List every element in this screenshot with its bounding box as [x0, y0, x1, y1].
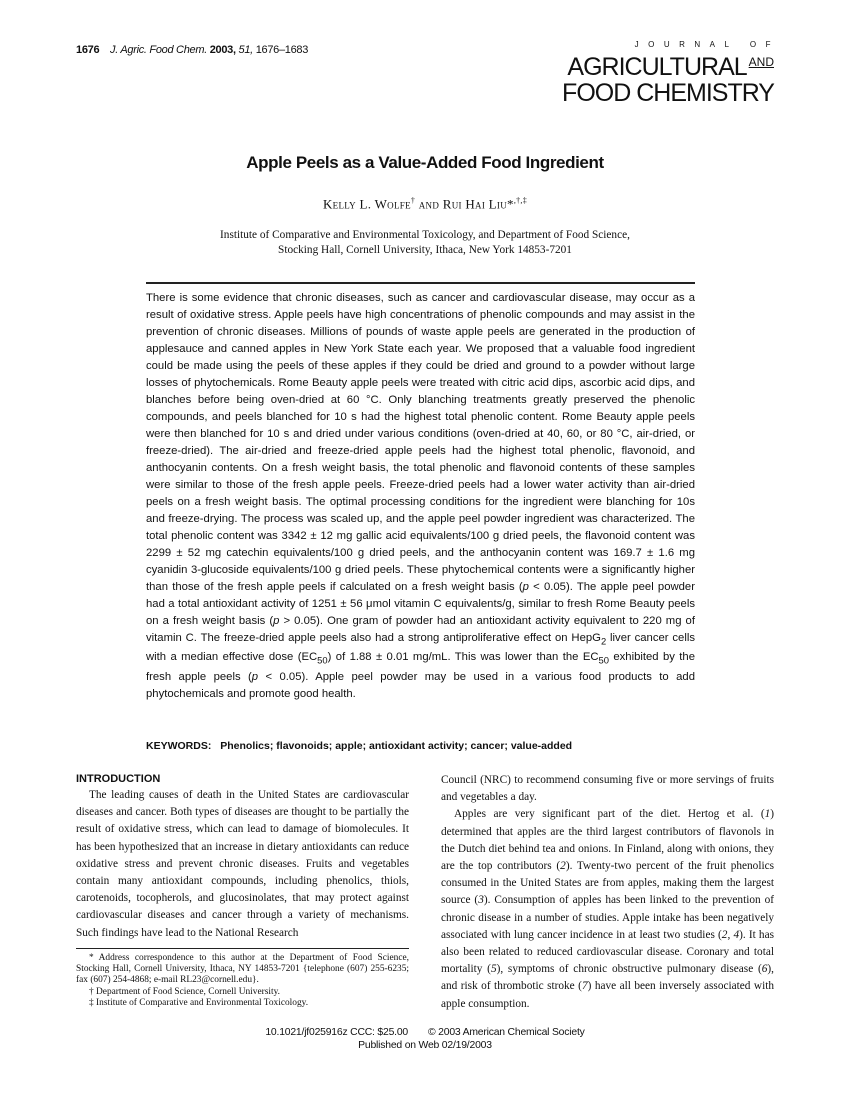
- keywords-list: Phenolics; flavonoids; apple; antioxidant activity; cancer; value-added: [220, 740, 573, 752]
- affiliation-line-2: Stocking Hall, Cornell University, Ithaca, New York 14853-7201: [278, 244, 572, 256]
- intro-heading: INTRODUCTION: [76, 773, 161, 785]
- keywords-label: KEYWORDS:: [146, 740, 212, 752]
- footer-copyright: © 2003 American Chemical Society: [428, 1027, 585, 1038]
- intro-paragraph-1: The leading causes of death in the United States are cardiovascular diseases and cancer. Both types of diseases are thought to be partially the result of oxidative stress, which can lead to damage of biomolecules. It has been hypothesized that an increase in dietary antioxidants can reduce oxidative stress and prevent chronic diseases. Fruits and vegetables contain many antioxidant compounds, including phenolics, thiols, carotenoids, tocopherols, and glucosinolates, that may protect against cardiovascular diseases and cancer through a variety of mechanisms. Such findings have lead to the National Research: [76, 789, 409, 939]
- citation-volume: 51,: [238, 44, 253, 56]
- citation-year: 2003,: [209, 44, 236, 56]
- article-title: Apple Peels as a Value-Added Food Ingredient: [246, 153, 604, 172]
- column-left: [76, 772, 409, 1009]
- author-line: [0, 196, 850, 212]
- author-liu-mark: ,†,‡: [513, 196, 528, 205]
- page-footer: [0, 1026, 850, 1052]
- journal-logo: [534, 40, 780, 107]
- footnotes: [76, 953, 409, 1009]
- author-liu: Rui Hai Liu*: [442, 196, 514, 212]
- citation-pages: 1676–1683: [255, 44, 309, 56]
- affiliation-line-1: Institute of Comparative and Environmental Toxicology, and Department of Food Science,: [220, 229, 630, 241]
- footer-doi: 10.1021/jf025916z CCC: $25.00: [265, 1027, 409, 1038]
- logo-food-chemistry: FOOD CHEMISTRY: [562, 79, 774, 107]
- intro-paragraph-1-continued: Council (NRC) to recommend consuming five or more servings of fruits and vegetables a day.: [441, 774, 774, 804]
- footnote-dagger: † Department of Food Science, Cornell University.: [89, 986, 281, 997]
- affiliation: [150, 228, 700, 258]
- footer-published: Published on Web 02/19/2003: [358, 1040, 492, 1051]
- author-wolfe: Kelly L. Wolfe: [322, 196, 411, 212]
- author-and: and: [418, 196, 440, 212]
- author-wolfe-mark: †: [410, 196, 416, 205]
- journal-abbrev: J. Agric. Food Chem.: [110, 44, 207, 56]
- logo-journal-of: JOURNAL OF: [634, 40, 780, 49]
- page-number: 1676: [76, 44, 100, 56]
- abstract: There is some evidence that chronic diseases, such as cancer and cardiovascular disease, may occur as a result of oxidative stress. Apple peels have high concentrations of phenolic compounds and may assist in the prevention of chronic diseases. Millions of pounds of waste apple peels are generated in the production of applesauce and canned apples in New York State each year. We proposed that a valuable food ingredient could be made using the peels of these apples if they could be dried and ground to a powder without large losses of phytochemicals. Rome Beauty apple peels were treated with citric acid dips, ascorbic acid dips, and blanches before being oven-dried at 60 °C. Only blanching treatments greatly preserved the phenolic compounds, and peels blanched for 10 s had the highest total phenolic content. Rome Beauty apple peels were then blanched for 10 s and dried under various conditions (oven-dried at 40, 60, or 80 °C, air-dried, or freeze-dried). The air-dried and freeze-dried apple peels had the highest total phenolic, flavonoid, and anthocyanin contents. On a fresh weight basis, the total phenolic and flavonoid contents of these samples were similar to those of the fresh apple peels. Freeze-dried peels had a lower water activity than air-dried peels on a fresh weight basis. The optimal processing conditions for the ingredient were blanching for 10s and freeze-drying. The process was scaled up, and the apple peel powder ingredient was characterized. The total phenolic content was 3342 ± 12 mg gallic acid equivalents/100 g dried peels, the flavonoid content was 2299 ± 52 mg catechin equivalents/100 g dried peels, and the anthocyanin content was 169.7 ± 1.6 mg cyanidin 3-glucoside equivalents/100 g dried peels. These phytochemical contents were a significantly higher than those of the fresh apple peels if calculated on a fresh weight basis (p < 0.05). The apple peel powder had a total antioxidant activity of 1251 ± 56 μmol vitamin C equivalents/g, similar to fresh Rome Beauty peels on a fresh weight basis (p > 0.05). One gram of powder had an antioxidant activity equivalent to 220 mg of vitamin C. The freeze-dried apple peels also had a strong antiproliferative effect on HepG$_2$ liver cancer cells with a median effective dose $(EC_{50})$ of 1.88 ± 0.01 mg/mL. This was lower than the $EC_{50}$ exhibited by the fresh apple peels (p < 0.05). Apple peel powder may be used in a various food products to add phytochemicals and promote good health.: [146, 292, 695, 700]
- intro-paragraph-2: Apples are very significant part of the diet. Hertog et al. (1) determined that apples are the third largest contributors of flavonols in the Dutch diet behind tea and onions. In Finland, along with onions, they are the top contributors (2). Twenty-two percent of the fruit phenolics consumed in the United States are from apples, making them the largest source (3). Consumption of apples has been linked to the prevention of chronic disease in a number of studies. Apple intake has been negatively associated with lung cancer incidence in at least two studies (2, 4). It has also been related to reduced cardiovascular disease. Coronary and total mortality (5), symptoms of chronic obstructive pulmonary disease (6), and risk of thrombotic stroke (7) have all been inversely associated with apple consumption.: [441, 808, 775, 1010]
- logo-and: AND: [748, 55, 774, 69]
- running-header: [76, 44, 308, 56]
- footnote-correspondence: * Address correspondence to this author at the Department of Food Science, Stocking Hall, Cornell University, Ithaca, NY 14853-7201 {telephone (607) 255-6235; fax (607) 254-4868; e-mail RL23@cornell.edu}.: [76, 952, 409, 986]
- footnote-double-dagger: ‡ Institute of Comparative and Environmental Toxicology.: [89, 998, 309, 1009]
- logo-agricultural: AGRICULTURAL $^{AND}$: [567, 53, 774, 81]
- keywords: [146, 739, 695, 753]
- footer-line-1: [0, 1026, 850, 1039]
- abstract-rule: [146, 282, 695, 284]
- footnote-rule: [76, 948, 409, 949]
- column-right: [441, 772, 774, 1013]
